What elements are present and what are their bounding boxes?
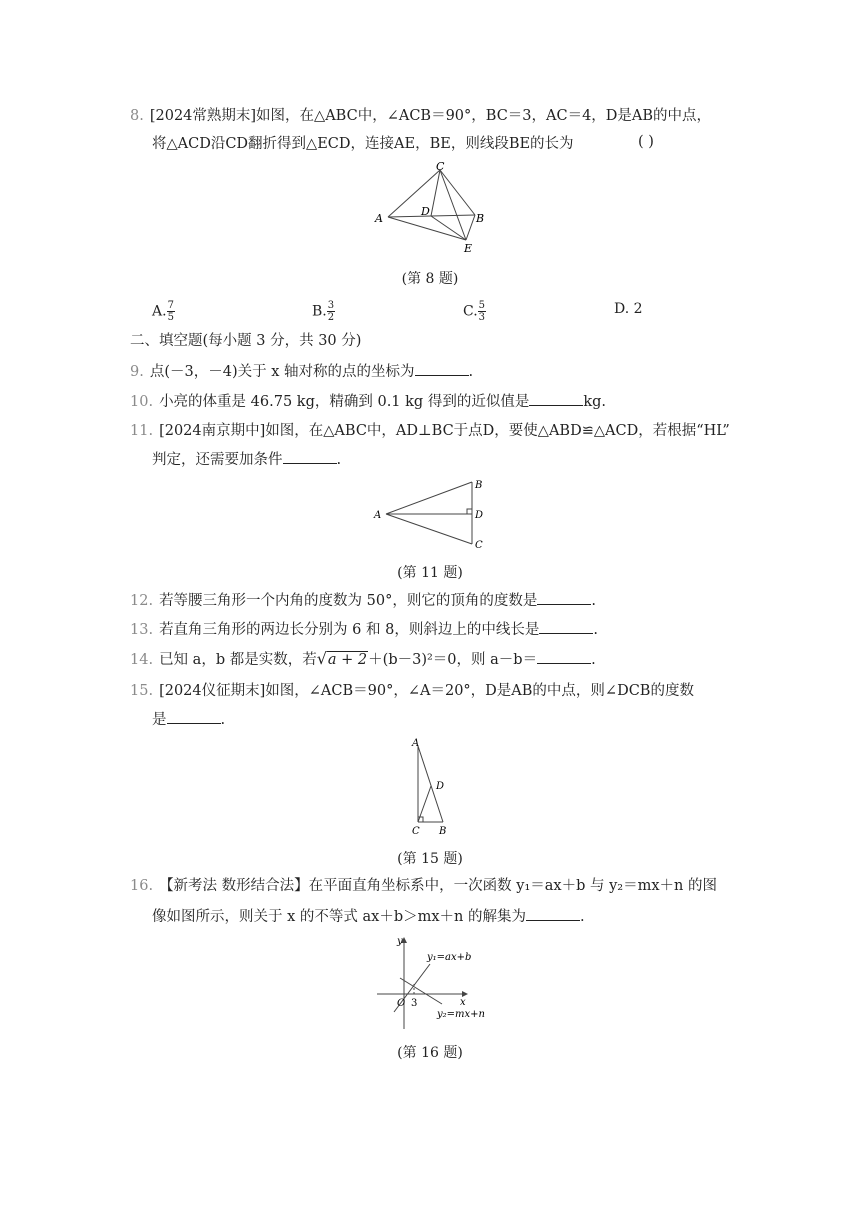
fig-label: A xyxy=(375,212,383,225)
question-number: 15. xyxy=(130,683,154,699)
question-text: 【新考法 数形结合法】在平面直角坐标系中，一次函数 y₁＝ax＋b 与 y₂＝mx＋n 的图 xyxy=(159,878,717,894)
figure-caption: (第 8 题) xyxy=(401,271,459,287)
fig-label: C xyxy=(475,540,483,551)
fig-label: B xyxy=(475,480,483,491)
option-value: 2 xyxy=(633,301,643,317)
sqrt-radicand: a + 2 xyxy=(327,652,368,668)
fraction xyxy=(167,300,175,323)
answer-blank[interactable] xyxy=(415,361,469,376)
answer-blank[interactable] xyxy=(529,391,583,406)
punct: . xyxy=(591,593,596,609)
fig-label: y₂=mx+n xyxy=(437,1009,485,1020)
fig-label: C xyxy=(412,826,420,837)
question-11-line2 xyxy=(152,449,341,470)
fig-label: y₁=ax+b xyxy=(427,952,472,963)
fig-label: x xyxy=(460,997,466,1008)
numerator: 3 xyxy=(327,300,335,311)
question-text: 判定，还需要加条件 xyxy=(152,452,283,468)
fig-label: D xyxy=(475,510,484,521)
fig-label: D xyxy=(421,205,430,218)
option-a xyxy=(152,300,175,323)
figure-q16 xyxy=(372,934,492,1034)
question-text: [2024常熟期末]如图，在△ABC中，∠ACB＝90°，BC＝3，AC＝4，D是AB的中点， xyxy=(149,108,712,124)
question-text: 已知 a，b 都是实数，若 xyxy=(159,652,317,668)
fig-label: E xyxy=(464,242,473,255)
question-number: 13. xyxy=(130,622,154,638)
question-14 xyxy=(130,649,730,670)
punct: . xyxy=(579,909,585,925)
question-15-line2 xyxy=(152,709,225,730)
question-13 xyxy=(130,619,730,640)
question-number: 10. xyxy=(130,394,154,410)
option-letter: A. xyxy=(152,303,167,320)
question-15 xyxy=(130,681,730,701)
question-number: 8. xyxy=(130,108,144,124)
option-d xyxy=(614,301,643,317)
question-number: 16. xyxy=(130,878,154,894)
sqrt-sign: √ xyxy=(316,649,327,668)
option-letter: C. xyxy=(463,303,478,320)
question-9 xyxy=(130,361,730,382)
question-number: 14. xyxy=(130,652,154,668)
denominator: 3 xyxy=(478,312,486,323)
answer-blank[interactable] xyxy=(283,449,337,464)
question-10 xyxy=(130,391,730,412)
fig-label: 3 xyxy=(411,998,418,1009)
punct: . xyxy=(336,452,342,468)
fig-label: C xyxy=(436,160,445,173)
punct: . xyxy=(220,712,226,728)
option-b xyxy=(312,300,335,323)
figure-caption: (第 16 题) xyxy=(397,1045,463,1061)
question-number: 9. xyxy=(130,364,144,380)
question-text: 点(－3，－4)关于 x 轴对称的点的坐标为 xyxy=(149,364,415,380)
fig-label: B xyxy=(439,826,447,837)
answer-blank[interactable] xyxy=(539,619,593,634)
option-letter: B. xyxy=(312,303,327,320)
fig-label: B xyxy=(476,212,485,225)
numerator: 5 xyxy=(478,300,486,311)
answer-paren: ( ) xyxy=(638,134,654,150)
question-text: [2024仪征期末]如图，∠ACB＝90°，∠A＝20°，D是AB的中点，则∠DCB的度数 xyxy=(159,683,694,699)
question-8 xyxy=(130,106,730,126)
question-text: 是 xyxy=(152,712,167,728)
punct: . xyxy=(468,364,474,380)
unit: kg. xyxy=(583,394,607,410)
figure-caption: (第 15 题) xyxy=(397,851,463,867)
question-number: 11. xyxy=(130,423,154,439)
answer-blank[interactable] xyxy=(537,590,591,605)
denominator: 5 xyxy=(167,312,174,323)
option-letter: D. xyxy=(614,301,630,317)
question-text: 小亮的体重是 46.75 kg，精确到 0.1 kg 得到的近似值是 xyxy=(159,394,530,410)
fig-label: A xyxy=(412,738,420,749)
fraction xyxy=(478,300,486,323)
fig-label: y xyxy=(397,936,403,947)
figure-q15 xyxy=(405,736,465,838)
question-text: 若等腰三角形一个内角的度数为 50°，则它的顶角的度数是 xyxy=(159,593,538,609)
question-12 xyxy=(130,590,730,611)
question-text: 像如图所示，则关于 x 的不等式 ax＋b＞mx＋n 的解集为 xyxy=(152,909,526,925)
answer-blank[interactable] xyxy=(526,906,580,921)
section-header: 二、填空题(每小题 3 分，共 30 分) xyxy=(130,333,362,349)
question-text: ＋(b－3)²＝0，则 a－b＝ xyxy=(368,652,538,668)
figure-q8 xyxy=(370,160,490,260)
question-number: 12. xyxy=(130,593,154,609)
fig-label: O xyxy=(397,998,406,1009)
figure-caption: (第 11 题) xyxy=(397,565,463,581)
question-11 xyxy=(130,421,730,441)
question-text: 若直角三角形的两边长分别为 6 和 8，则斜边上的中线长是 xyxy=(159,622,540,638)
question-16 xyxy=(130,876,730,896)
question-8-line2 xyxy=(152,134,574,154)
figure-q11 xyxy=(372,476,492,552)
question-text: 将△ACD沿CD翻折得到△ECD，连接AE，BE，则线段BE的长为 xyxy=(152,136,574,152)
answer-blank[interactable] xyxy=(167,709,221,724)
numerator: 7 xyxy=(167,300,174,311)
denominator: 2 xyxy=(327,312,335,323)
answer-blank[interactable] xyxy=(537,649,591,664)
option-c xyxy=(463,300,486,323)
question-text: [2024南京期中]如图，在△ABC中，AD⊥BC于点D，要使△ABD≌△ACD，若根据“HL” xyxy=(159,423,730,439)
fig-label: A xyxy=(374,510,382,521)
fig-label: D xyxy=(436,781,445,792)
question-16-line2 xyxy=(152,906,585,927)
fraction xyxy=(327,300,335,323)
punct: . xyxy=(593,622,598,638)
punct: . xyxy=(591,652,596,668)
